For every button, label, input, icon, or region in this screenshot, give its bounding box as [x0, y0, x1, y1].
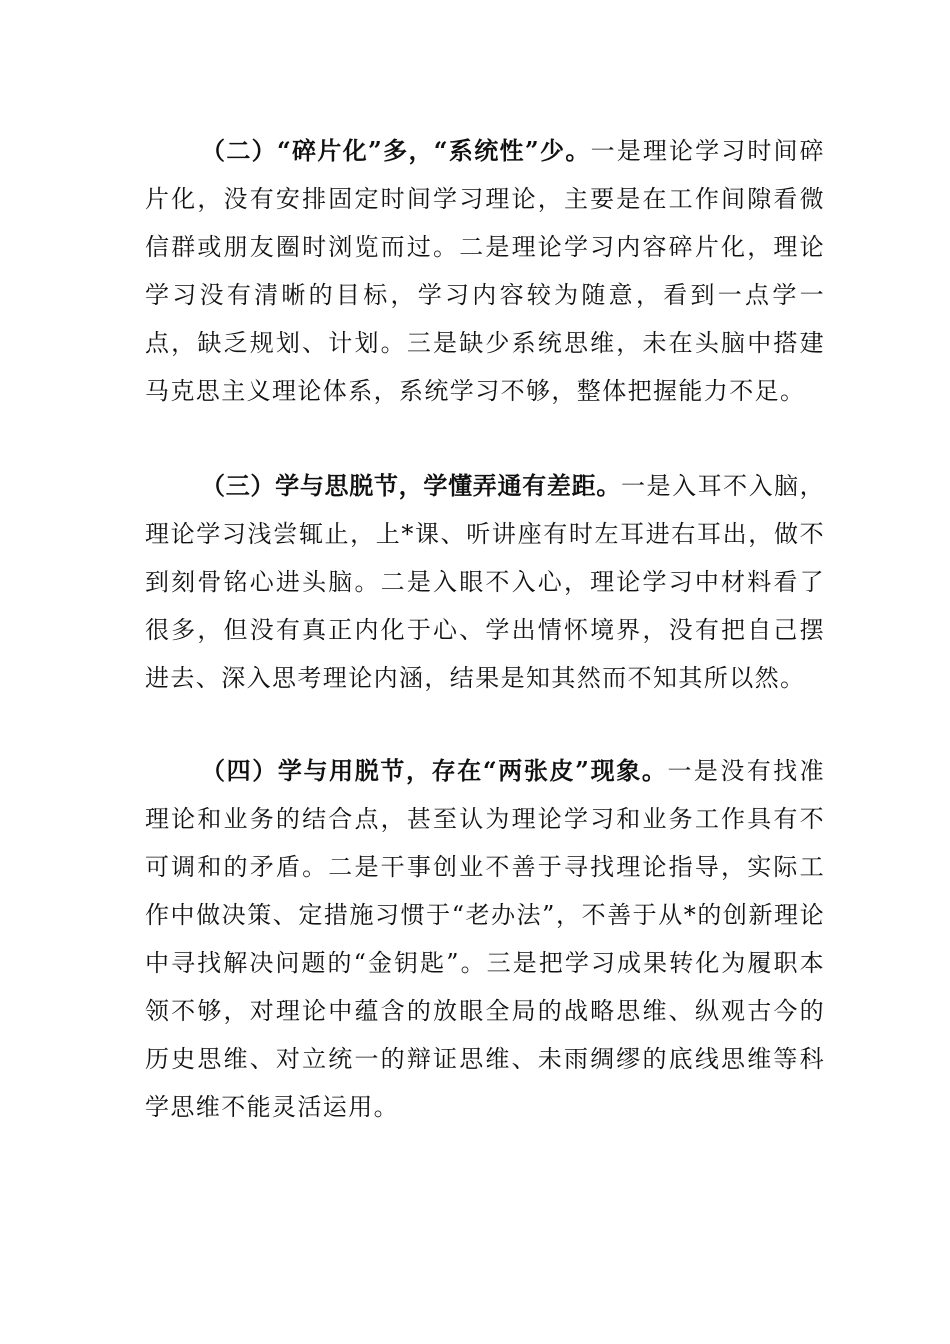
paragraph-section-4 — [145, 747, 825, 1131]
paragraph-heading: （二）“碎片化”多，“系统性”少。 — [201, 136, 591, 165]
paragraph-heading: （四）学与用脱节，存在“两张皮”现象。 — [201, 756, 668, 785]
paragraph-section-2 — [145, 127, 825, 415]
paragraph-heading: （三）学与思脱节，学懂弄通有差距。 — [201, 471, 622, 500]
paragraph-section-3 — [145, 462, 825, 702]
paragraph-body: 一是入耳不入脑，理论学习浅尝辄止，上*课、听讲座有时左耳进右耳出，做不到刻骨铭心进头脑。二是入眼不入心，理论学习中材料看了很多，但没有真正内化于心、学出情怀境界，没有把自己摆进去、深入思考理论内涵，结果是知其然而不知其所以然。 — [145, 472, 826, 692]
paragraph-body: 一是没有找准理论和业务的结合点，甚至认为理论学习和业务工作具有不可调和的矛盾。二是干事创业不善于寻找理论指导，实际工作中做决策、定措施习惯于“老办法”，不善于从*的创新理论中寻找解决问题的“金钥匙”。三是把学习成果转化为履职本领不够，对理论中蕴含的放眼全局的战略思维、纵观古今的历史思维、对立统一的辩证思维、未雨绸缪的底线思维等科学思维不能灵活运用。 — [145, 757, 825, 1121]
paragraph-body: 一是理论学习时间碎片化，没有安排固定时间学习理论，主要是在工作间隙看微信群或朋友圈时浏览而过。二是理论学习内容碎片化，理论学习没有清晰的目标，学习内容较为随意，看到一点学一点，缺乏规划、计划。三是缺少系统思维，未在头脑中搭建马克思主义理论体系，系统学习不够，整体把握能力不足。 — [145, 137, 825, 405]
